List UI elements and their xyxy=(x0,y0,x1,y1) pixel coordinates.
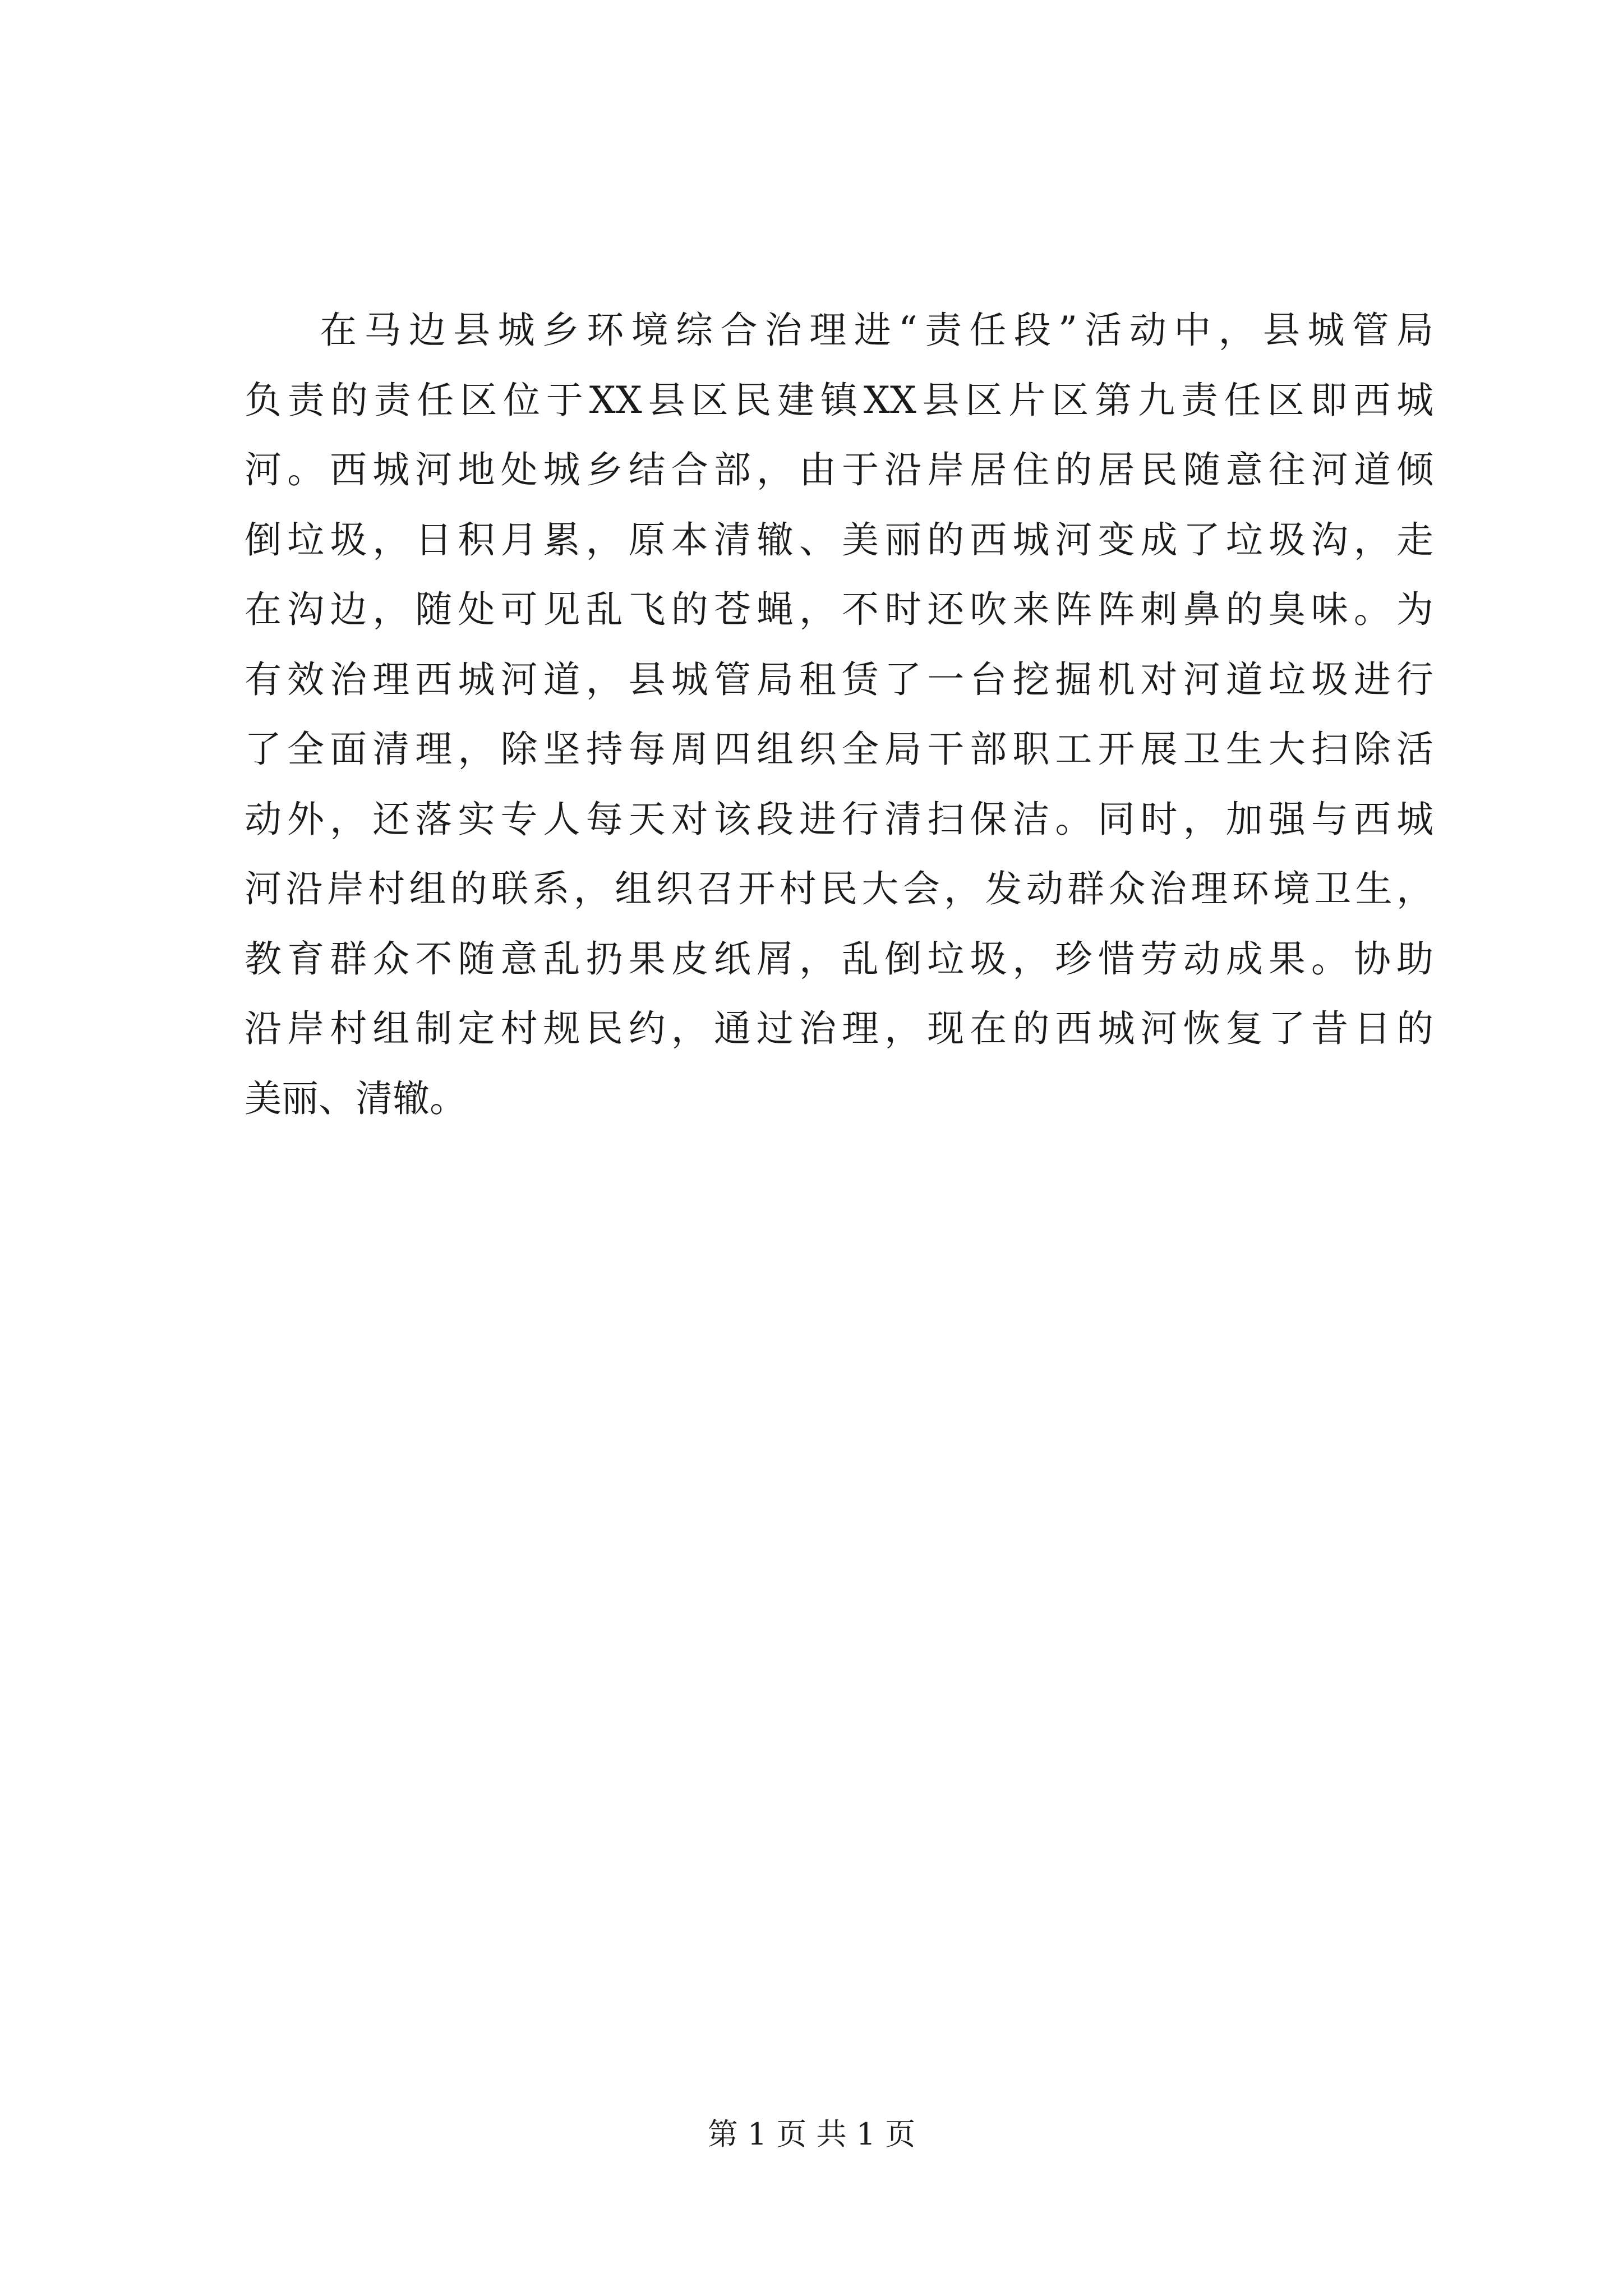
paragraph-line: 在沟边，随处可见乱飞的苍蝇，不时还吹来阵阵刺鼻的臭味。为 xyxy=(245,588,1433,631)
paragraph-line: 动外，还落实专人每天对该段进行清扫保洁。同时，加强与西城 xyxy=(245,797,1433,841)
paragraph-line: 河。西城河地处城乡结合部，由于沿岸居住的居民随意往河道倾 xyxy=(245,448,1433,491)
body-paragraph xyxy=(245,296,1433,1134)
paragraph-line: 负责的责任区位于XX县区民建镇XX县区片区第九责任区即西城 xyxy=(245,378,1433,422)
paragraph-line: 有效治理西城河道，县城管局租赁了一台挖掘机对河道垃圾进行 xyxy=(245,657,1433,701)
page-number-footer: 第 1 页 共 1 页 xyxy=(707,2116,916,2152)
paragraph-line: 了全面清理，除坚持每周四组织全局干部职工开展卫生大扫除活 xyxy=(245,728,1433,771)
paragraph-line: 教育群众不随意乱扔果皮纸屑，乱倒垃圾，珍惜劳动成果。协助 xyxy=(245,937,1433,981)
paragraph-line: 沿岸村组制定村规民约，通过治理，现在的西城河恢复了昔日的 xyxy=(245,1007,1433,1050)
paragraph-line: 倒垃圾，日积月累，原本清辙、美丽的西城河变成了垃圾沟，走 xyxy=(245,518,1433,562)
paragraph-line: 在马边县城乡环境综合治理进“责任段”活动中，县城管局 xyxy=(320,309,1433,352)
paragraph-line: 河沿岸村组的联系，组织召开村民大会，发动群众治理环境卫生， xyxy=(245,867,1433,910)
paragraph-line: 美丽、清辙。 xyxy=(245,1076,467,1120)
